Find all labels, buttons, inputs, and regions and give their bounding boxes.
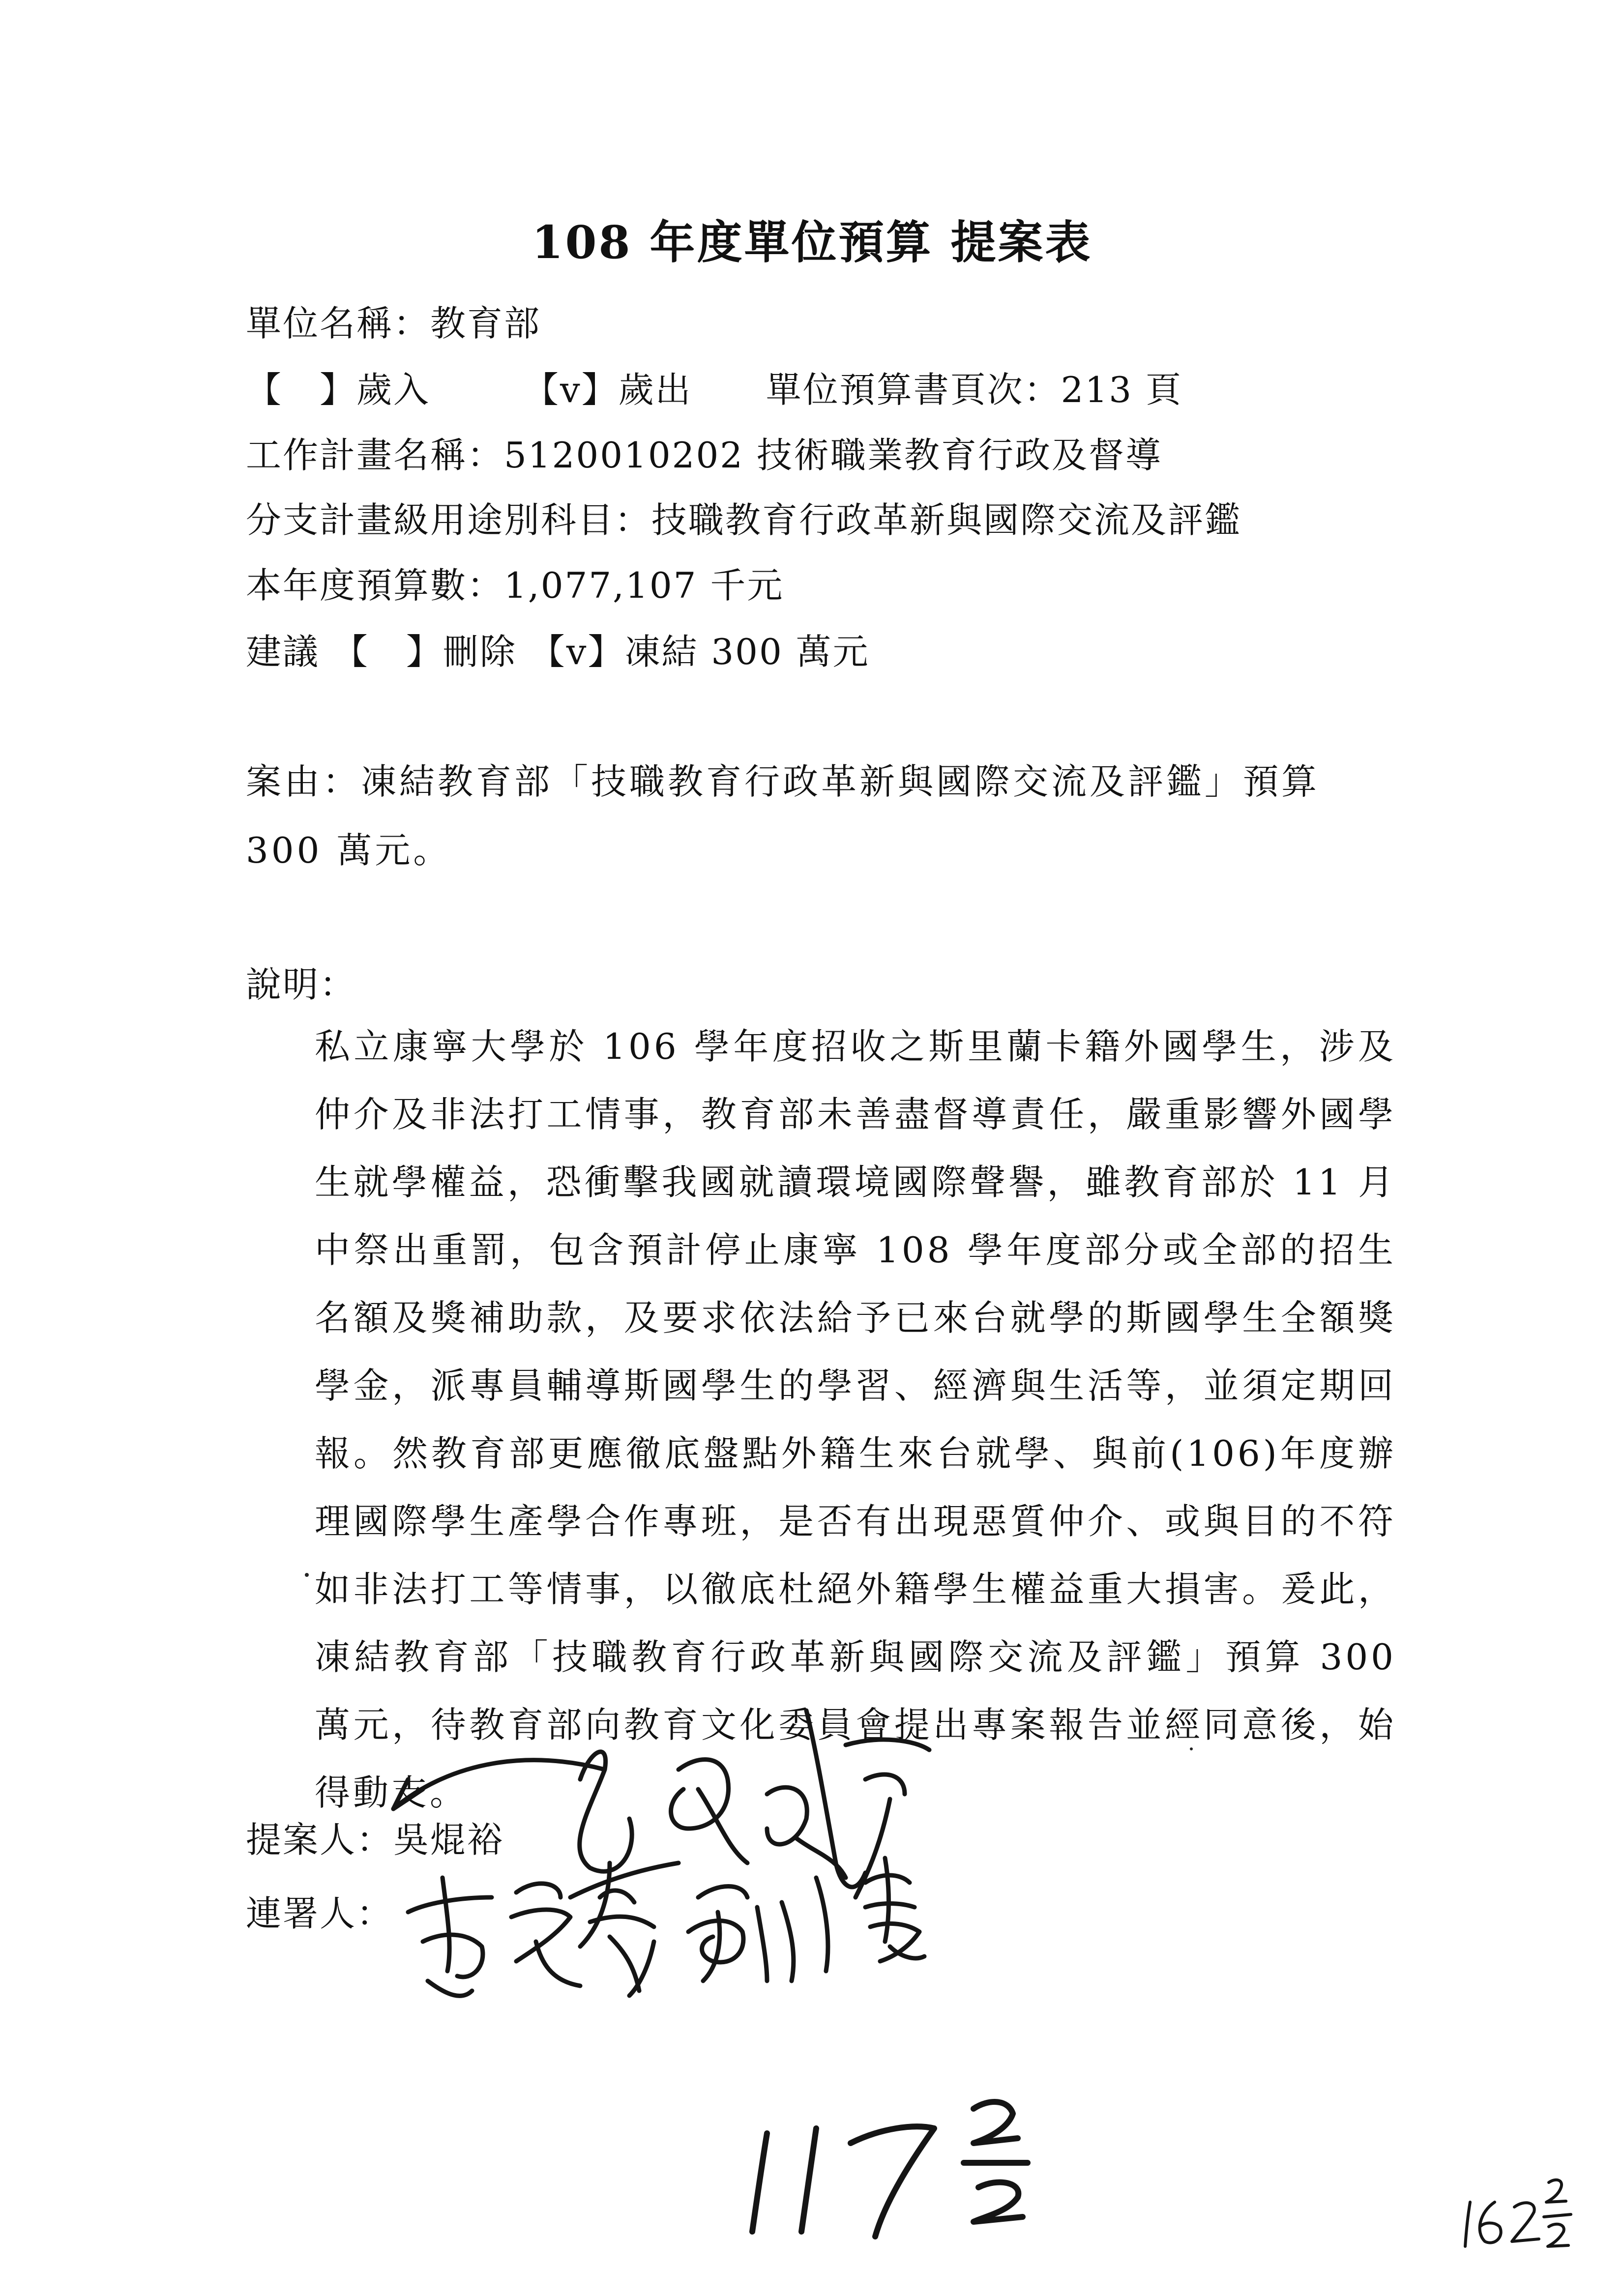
suggestion-line: 建議 【 】刪除 【v】凍結 300 萬元	[246, 631, 870, 672]
revenue-expense-line: 【 】歲入 【v】歲出 單位預算書頁次：213 頁	[246, 369, 1182, 410]
page-number-162	[1465, 2180, 1571, 2246]
explanation-label: 說明：	[246, 964, 357, 1005]
signature-cosigner-2	[688, 1878, 828, 1981]
scan-speck	[305, 1573, 309, 1577]
subject-line: 分支計畫級用途別科目：技職教育行政革新與國際交流及評鑑	[246, 499, 1242, 541]
explanation-body: 私立康寧大學於 106 學年度招收之斯里蘭卡籍外國學生，涉及仲介及非法打工情事，教育部未善盡督導責任，嚴重影響外國學生就學權益，恐衝擊我國就讀環境國際聲譽，雖教育部於 11 月中祭出重罰，包含預計停止康寧 108 學年度部分或全部的招生名額及獎補助款，及要求依法給予已來台就學的斯國學生全額獎學金，派專員輔導斯國學生的學習、經濟與生活等，並須定期回報。然教育部更應徹底盤點外籍生來台就學、與前(106)年度辦理國際學生產學合作專班，是否有出現惡質仲介、或與目的不符如非法打工等情事，以徹底杜絕外籍學生權益重大損害。爰此，凍結教育部「技職教育行政革新與國際交流及評鑑」預算 300 萬元，待教育部向教育文化委員會提出專案報告並經同意後，始得動支。	[315, 1026, 1396, 1813]
proposer-line: 提案人：吳焜裕	[246, 1819, 504, 1860]
proposer-arrow	[393, 1760, 605, 1809]
page-number-117	[752, 2102, 1028, 2237]
signature-cosigner-1	[408, 1878, 654, 1996]
budget-amount-line: 本年度預算數：1,077,107 千元	[246, 565, 784, 606]
signature-cosigner-3	[865, 1858, 924, 1961]
signature-wu	[570, 1711, 929, 1947]
scan-speck	[1190, 1747, 1193, 1750]
work-plan-line: 工作計畫名稱：5120010202 技術職業教育行政及督導	[246, 435, 1162, 476]
unit-name-line: 單位名稱：教育部	[246, 303, 541, 344]
case-reason: 案由：凍結教育部「技職教育行政革新與國際交流及評鑑」預算 300 萬元。	[246, 761, 1320, 871]
document-title: 108 年度單位預算 提案表	[531, 216, 1093, 269]
cosigner-label: 連署人：	[246, 1893, 394, 1934]
